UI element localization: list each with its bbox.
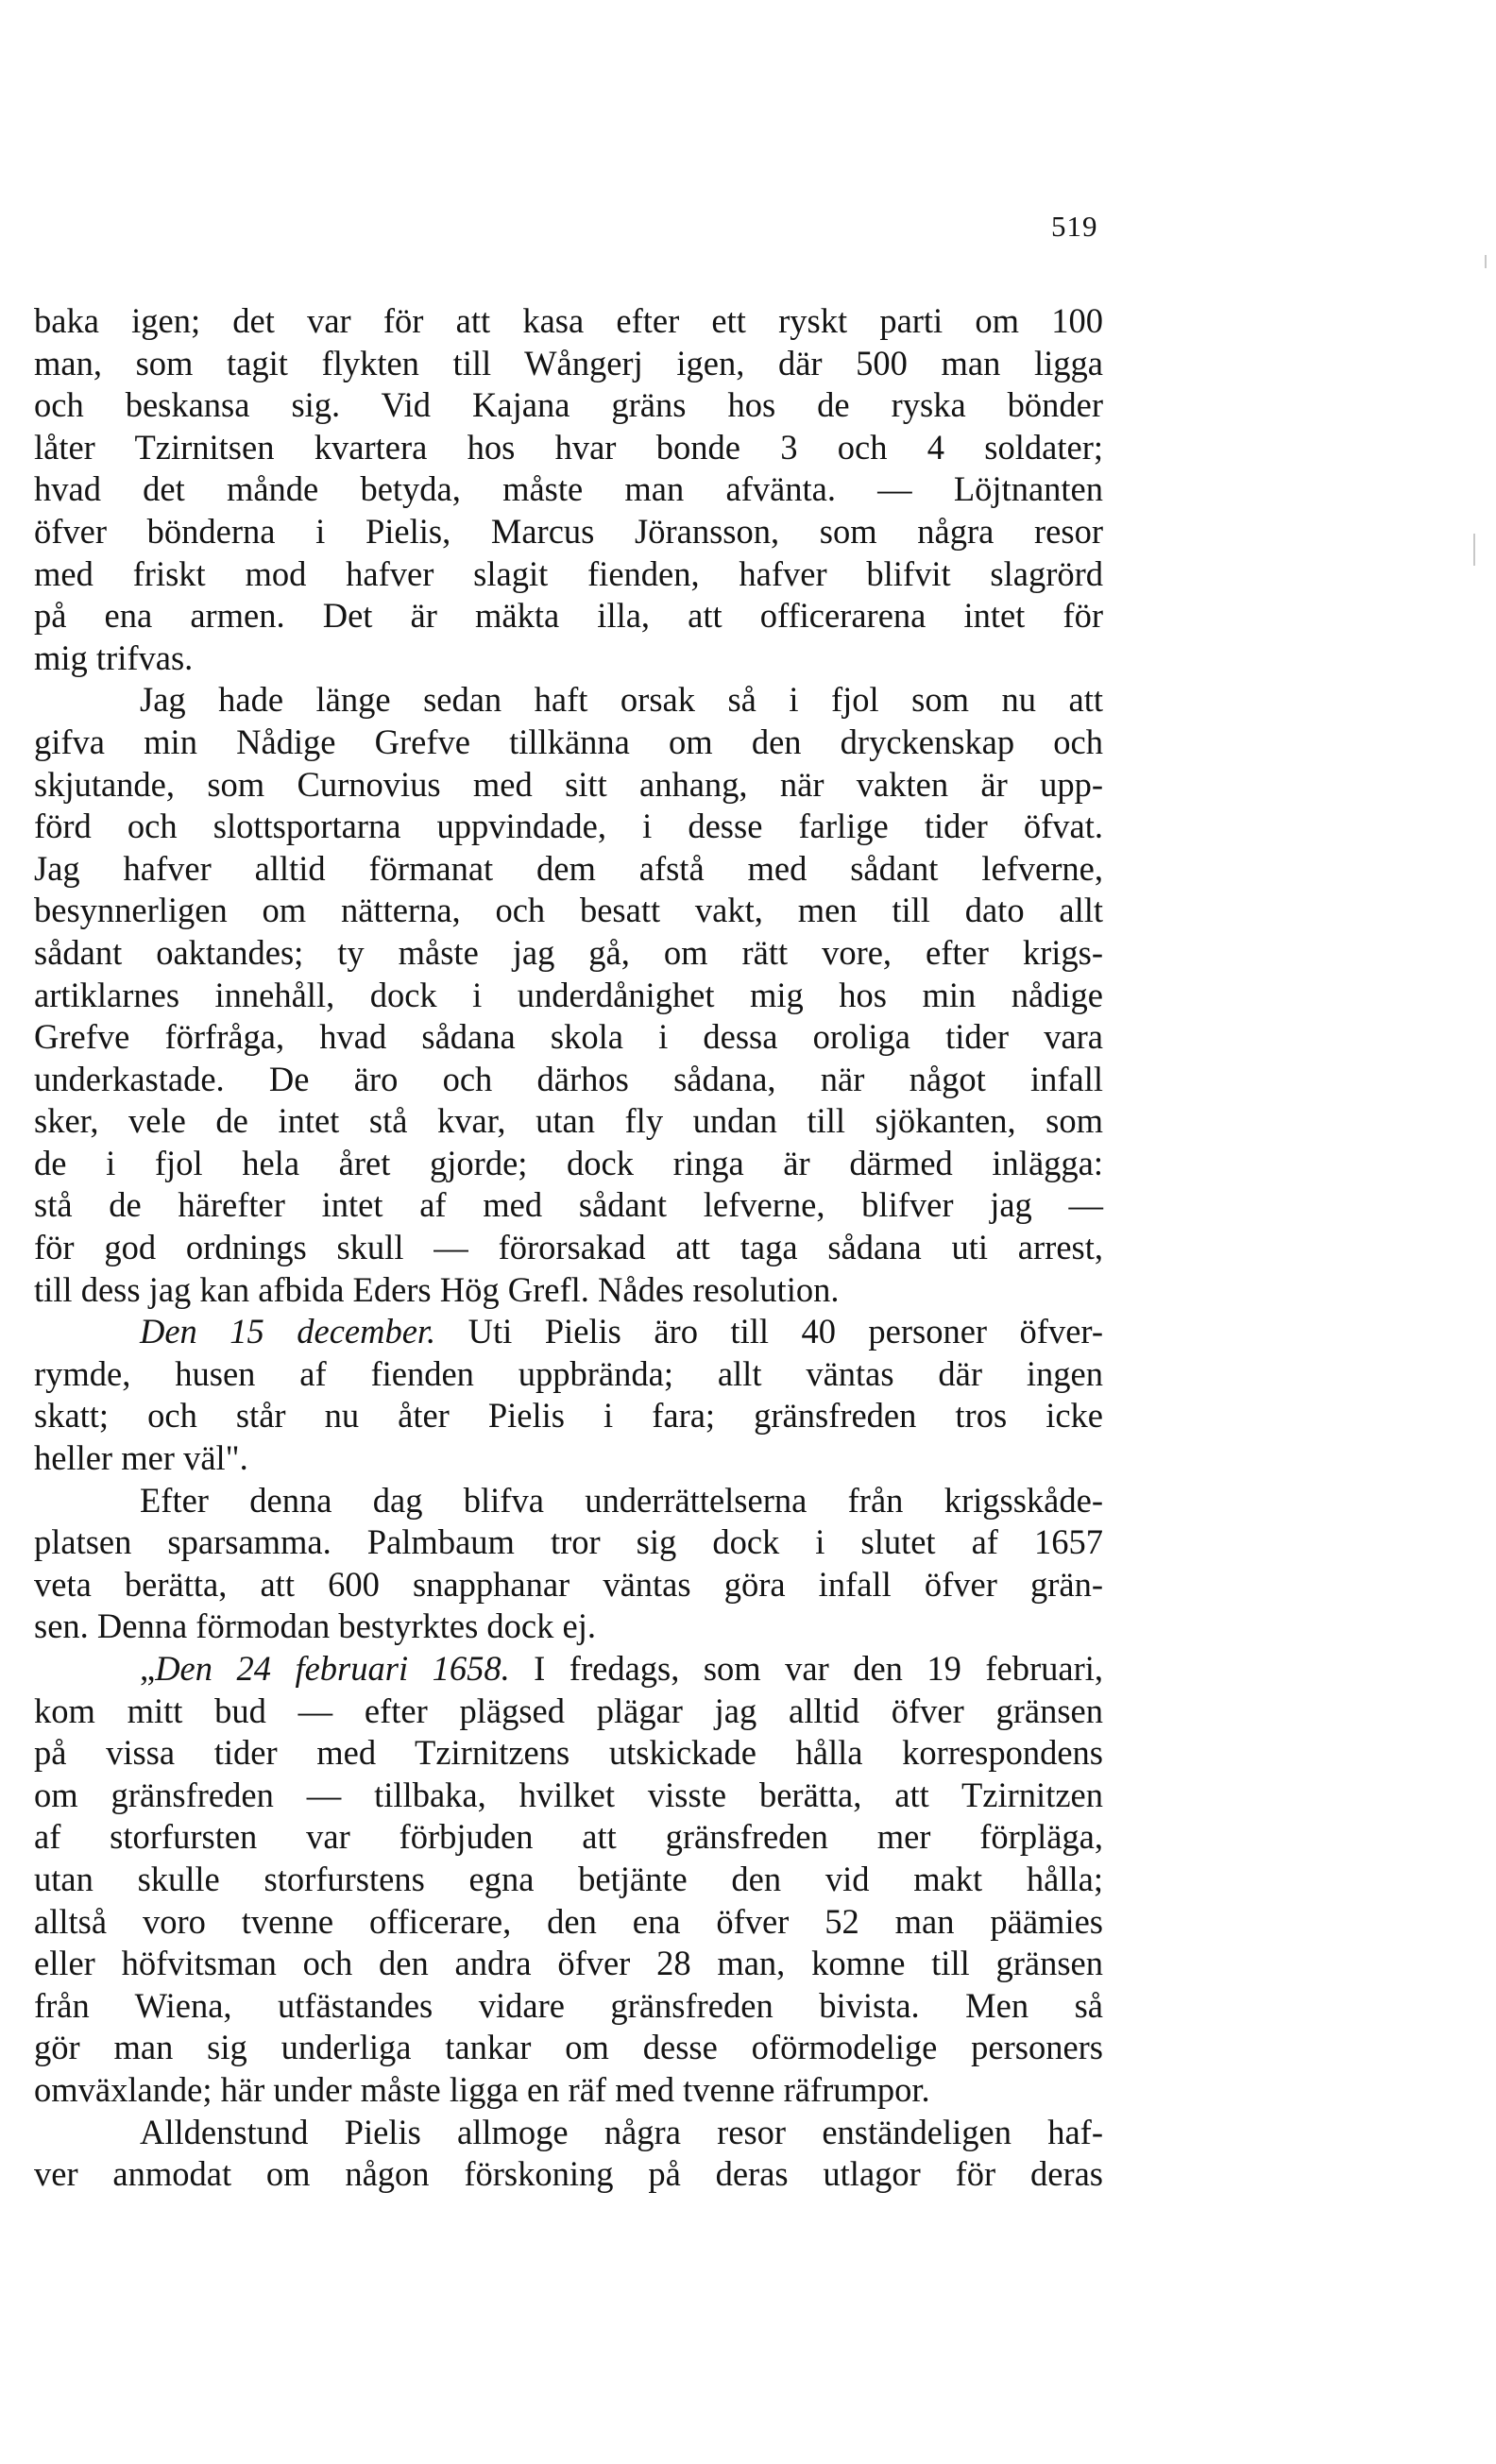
- text-line: artiklarnes innehåll, dock i underdånighet mig hos min nådige: [34, 975, 1103, 1014]
- text-line: stå de härefter intet af med sådant lefverne, blifver jag —: [34, 1185, 1103, 1225]
- text-line: man, som tagit flykten till Wångerj igen, där 500 man ligga: [34, 343, 1103, 382]
- quote-mark: „: [140, 1649, 156, 1688]
- text-line: eller höfvitsman och den andra öfver 28 man, komne till gränsen: [34, 1944, 1103, 1983]
- text-line: mig trifvas.: [34, 637, 194, 677]
- text-line: Jag hafver alltid förmanat dem afstå med sådant lefverne,: [34, 848, 1103, 888]
- text-line: alltså voro tvenne officerare, den ena öfver 52 man päämies: [34, 1901, 1103, 1941]
- text-line: Efter denna dag blifva underrättelserna från krigsskåde-: [140, 1480, 1103, 1520]
- text-line: med friskt mod hafver slagit fienden, hafver blifvit slagrörd: [34, 553, 1103, 593]
- text-line: heller mer väl".: [34, 1438, 248, 1478]
- text-line: besynnerligen om nätterna, och besatt vakt, men till dato allt: [34, 891, 1103, 930]
- text-line: utan skulle storfurstens egna betjänte den vid makt hålla;: [34, 1859, 1103, 1898]
- text-line: skjutande, som Curnovius med sitt anhang, när vakten är upp-: [34, 764, 1103, 804]
- text-line: ver anmodat om någon förskoning på deras utlagor för deras: [34, 2154, 1103, 2194]
- text-line: öfver bönderna i Pielis, Marcus Jöransson, som några resor: [34, 511, 1103, 551]
- text-line: från Wiena, utfästandes vidare gränsfreden bivista. Men så: [34, 1985, 1103, 2025]
- text-line: af storfursten var förbjuden att gränsfreden mer förpläga,: [34, 1817, 1103, 1857]
- text-line: Alldenstund Pielis allmoge några resor enständeligen haf-: [140, 2112, 1103, 2151]
- text-line: omväxlande; här under måste ligga en räf med tvenne räfrumpor.: [34, 2069, 930, 2109]
- text-line: rymde, husen af fienden uppbrända; allt väntas där ingen: [34, 1353, 1103, 1393]
- text-line: förd och slottsportarna uppvindade, i desse farlige tider öfvat.: [34, 807, 1103, 846]
- text-line: gör man sig underliga tankar om desse oförmodelige personers: [34, 2028, 1103, 2067]
- text-line: sen. Denna förmodan bestyrktes dock ej.: [34, 1606, 596, 1646]
- text-line: sådant oaktandes; ty måste jag gå, om rätt vore, efter krigs-: [34, 932, 1103, 972]
- text-line-rest: Uti Pielis äro till 40 personer öfver-: [435, 1312, 1103, 1351]
- text-line: för god ordnings skull — förorsakad att taga sådana uti arrest,: [34, 1228, 1103, 1267]
- text-line: [34, 1311, 1103, 1353]
- text-line: kom mitt bud — efter plägsed plägar jag alltid öfver gränsen: [34, 1691, 1103, 1730]
- text-line: Jag hade länge sedan haft orsak så i fjol som nu att: [140, 680, 1103, 720]
- page-number: 519: [1051, 210, 1098, 243]
- text-line: skatt; och står nu åter Pielis i fara; gränsfreden tros icke: [34, 1396, 1103, 1436]
- text-line: på ena armen. Det är mäkta illa, att officerarena intet för: [34, 596, 1103, 636]
- text-line: veta berätta, att 600 snapphanar väntas göra infall öfver grän-: [34, 1564, 1103, 1604]
- text-line: till dess jag kan afbida Eders Hög Grefl. Nådes resolution.: [34, 1269, 840, 1309]
- margin-mark: [1473, 534, 1475, 566]
- text-line: [34, 1648, 1103, 1691]
- text-line: platsen sparsamma. Palmbaum tror sig dock i slutet af 1657: [34, 1522, 1103, 1562]
- text-line: sker, vele de intet stå kvar, utan fly undan till sjökanten, som: [34, 1101, 1103, 1141]
- text-line: Grefve förfråga, hvad sådana skola i dessa oroliga tider vara: [34, 1017, 1103, 1057]
- italic-date: Den 15 december.: [140, 1312, 436, 1351]
- text-line: och beskansa sig. Vid Kajana gräns hos de ryska bönder: [34, 385, 1103, 425]
- text-line: på vissa tider med Tzirnitzens utskickade hålla korrespondens: [34, 1733, 1103, 1773]
- text-line: om gränsfreden — tillbaka, hvilket visste berätta, att Tzirnitzen: [34, 1775, 1103, 1814]
- text-line: underkastade. De äro och därhos sådana, när något infall: [34, 1059, 1103, 1098]
- text-line: de i fjol hela året gjorde; dock ringa är därmed inlägga:: [34, 1143, 1103, 1182]
- text-line: hvad det månde betyda, måste man afvänta. — Löjtnanten: [34, 469, 1103, 509]
- text-line: gifva min Nådige Grefve tillkänna om den dryckenskap och: [34, 722, 1103, 761]
- margin-mark: [1485, 255, 1487, 268]
- text-line: baka igen; det var för att kasa efter ett ryskt parti om 100: [34, 301, 1103, 340]
- italic-date: Den 24 februari 1658.: [155, 1649, 510, 1688]
- text-line: låter Tzirnitsen kvartera hos hvar bonde 3 och 4 soldater;: [34, 427, 1103, 467]
- text-line-rest: I fredags, som var den 19 februari,: [509, 1649, 1103, 1688]
- body-text: [34, 300, 1103, 2196]
